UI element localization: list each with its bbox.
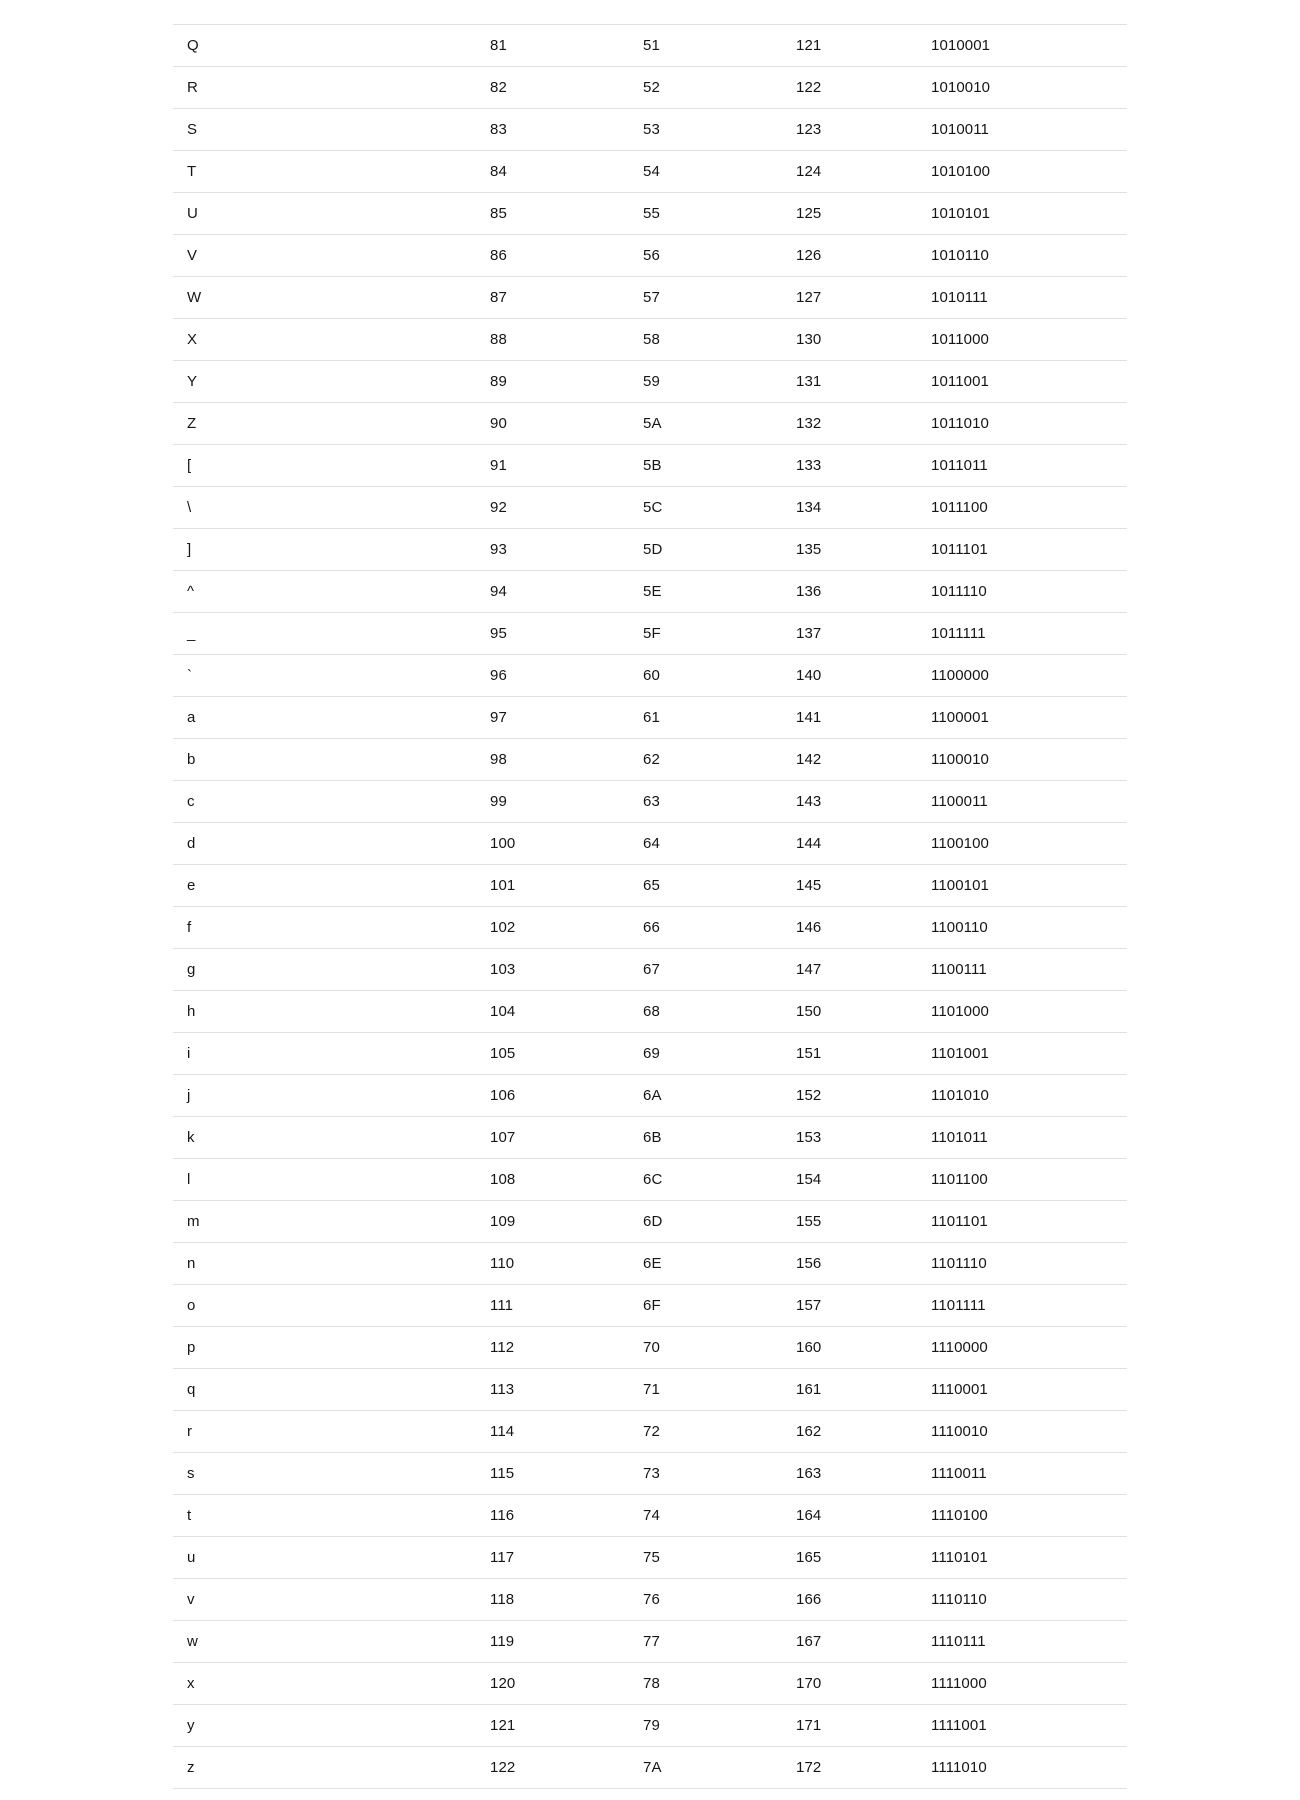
cell-octal: 141 [796, 709, 822, 726]
table-row [173, 865, 1127, 907]
cell-hexadecimal: 65 [643, 877, 660, 894]
cell-octal: 164 [796, 1507, 822, 1524]
cell-character: Y [187, 373, 198, 390]
cell-octal: 133 [796, 457, 822, 474]
cell-binary: 1100000 [931, 667, 989, 684]
cell-decimal: 110 [490, 1255, 515, 1272]
cell-octal: 154 [796, 1171, 822, 1188]
cell-hexadecimal: 60 [643, 667, 660, 684]
cell-decimal: 103 [490, 961, 516, 978]
cell-decimal: 81 [490, 37, 507, 54]
cell-hexadecimal: 6C [643, 1171, 663, 1188]
cell-hexadecimal: 6D [643, 1213, 663, 1230]
cell-character: U [187, 205, 198, 222]
cell-hexadecimal: 58 [643, 331, 660, 348]
cell-decimal: 92 [490, 499, 507, 516]
cell-binary: 1011101 [931, 541, 988, 558]
cell-binary: 1100011 [931, 793, 988, 810]
cell-binary: 1011100 [931, 499, 988, 516]
cell-hexadecimal: 56 [643, 247, 660, 264]
cell-hexadecimal: 74 [643, 1507, 660, 1524]
table-row [173, 1075, 1127, 1117]
table-row [173, 1201, 1127, 1243]
table-row [173, 1663, 1127, 1705]
cell-decimal: 115 [490, 1465, 515, 1482]
cell-binary: 1110001 [931, 1381, 988, 1398]
cell-decimal: 107 [490, 1129, 516, 1146]
cell-hexadecimal: 76 [643, 1591, 660, 1608]
cell-character: u [187, 1549, 196, 1566]
cell-hexadecimal: 52 [643, 79, 660, 96]
cell-decimal: 89 [490, 373, 507, 390]
cell-hexadecimal: 6A [643, 1087, 662, 1104]
cell-hexadecimal: 61 [643, 709, 660, 726]
cell-decimal: 108 [490, 1171, 516, 1188]
cell-binary: 1110011 [931, 1465, 987, 1482]
cell-decimal: 90 [490, 415, 507, 432]
table-row [173, 361, 1127, 403]
cell-decimal: 95 [490, 625, 507, 642]
cell-character: X [187, 331, 198, 348]
cell-octal: 132 [796, 415, 822, 432]
cell-decimal: 83 [490, 121, 507, 138]
cell-character: d [187, 835, 196, 852]
cell-character: v [187, 1591, 195, 1608]
table-row [173, 907, 1127, 949]
cell-binary: 1011010 [931, 415, 989, 432]
cell-binary: 1011111 [931, 625, 986, 642]
cell-octal: 122 [796, 79, 822, 96]
cell-character: Q [187, 37, 199, 54]
cell-hexadecimal: 68 [643, 1003, 660, 1020]
cell-binary: 1110000 [931, 1339, 988, 1356]
cell-binary: 1010001 [931, 37, 991, 54]
cell-hexadecimal: 71 [643, 1381, 660, 1398]
cell-hexadecimal: 6E [643, 1255, 662, 1272]
cell-octal: 171 [796, 1717, 822, 1734]
table-row [173, 403, 1127, 445]
cell-hexadecimal: 79 [643, 1717, 660, 1734]
table-row [173, 1285, 1127, 1327]
cell-hexadecimal: 64 [643, 835, 660, 852]
cell-binary: 1101100 [931, 1171, 988, 1188]
cell-octal: 144 [796, 835, 822, 852]
table-row [173, 319, 1127, 361]
cell-hexadecimal: 5B [643, 457, 662, 474]
cell-binary: 1110111 [931, 1633, 986, 1650]
cell-decimal: 113 [490, 1381, 515, 1398]
cell-hexadecimal: 54 [643, 163, 660, 180]
cell-decimal: 112 [490, 1339, 515, 1356]
table-row [173, 1453, 1127, 1495]
cell-hexadecimal: 73 [643, 1465, 660, 1482]
cell-octal: 146 [796, 919, 822, 936]
cell-character: ^ [187, 583, 195, 600]
cell-octal: 126 [796, 247, 822, 264]
cell-decimal: 109 [490, 1213, 516, 1230]
cell-character: j [187, 1087, 191, 1104]
table-row [173, 571, 1127, 613]
cell-hexadecimal: 5D [643, 541, 663, 558]
cell-decimal: 120 [490, 1675, 516, 1692]
cell-binary: 1010010 [931, 79, 991, 96]
cell-decimal: 114 [490, 1423, 515, 1440]
cell-binary: 1011001 [931, 373, 989, 390]
cell-character: p [187, 1339, 196, 1356]
cell-binary: 1101000 [931, 1003, 989, 1020]
table-row [173, 1705, 1127, 1747]
cell-decimal: 122 [490, 1759, 516, 1776]
cell-octal: 127 [796, 289, 822, 306]
cell-binary: 1110100 [931, 1507, 988, 1524]
cell-octal: 172 [796, 1759, 822, 1776]
cell-character: m [187, 1213, 200, 1230]
table-row [173, 823, 1127, 865]
cell-octal: 142 [796, 751, 822, 768]
table-row [173, 235, 1127, 277]
table-row [173, 109, 1127, 151]
cell-octal: 156 [796, 1255, 822, 1272]
cell-octal: 140 [796, 667, 822, 684]
cell-decimal: 94 [490, 583, 507, 600]
cell-decimal: 106 [490, 1087, 516, 1104]
table-row [173, 1495, 1127, 1537]
cell-hexadecimal: 66 [643, 919, 660, 936]
cell-hexadecimal: 7A [643, 1759, 662, 1776]
cell-binary: 1010011 [931, 121, 989, 138]
cell-character: g [187, 961, 196, 978]
table-row [173, 487, 1127, 529]
cell-hexadecimal: 63 [643, 793, 660, 810]
cell-character: T [187, 163, 197, 180]
cell-binary: 1100110 [931, 919, 988, 936]
cell-character: [ [187, 457, 192, 474]
cell-binary: 1100001 [931, 709, 989, 726]
cell-hexadecimal: 5E [643, 583, 662, 600]
cell-decimal: 99 [490, 793, 507, 810]
table-row [173, 1537, 1127, 1579]
cell-hexadecimal: 6B [643, 1129, 662, 1146]
ascii-table [173, 24, 1127, 1789]
cell-binary: 1100111 [931, 961, 987, 978]
table-row [173, 1369, 1127, 1411]
cell-decimal: 104 [490, 1003, 516, 1020]
cell-character: R [187, 79, 198, 96]
table-row [173, 193, 1127, 235]
cell-hexadecimal: 77 [643, 1633, 660, 1650]
cell-character: k [187, 1129, 195, 1146]
cell-hexadecimal: 75 [643, 1549, 660, 1566]
cell-octal: 155 [796, 1213, 822, 1230]
cell-character: e [187, 877, 196, 894]
cell-hexadecimal: 57 [643, 289, 660, 306]
cell-decimal: 84 [490, 163, 507, 180]
cell-decimal: 93 [490, 541, 507, 558]
cell-binary: 1100101 [931, 877, 989, 894]
cell-octal: 162 [796, 1423, 822, 1440]
cell-decimal: 82 [490, 79, 507, 96]
table-row [173, 1411, 1127, 1453]
table-row [173, 1747, 1127, 1789]
cell-binary: 1010100 [931, 163, 991, 180]
cell-binary: 1110110 [931, 1591, 987, 1608]
table-row [173, 1579, 1127, 1621]
cell-binary: 1011011 [931, 457, 988, 474]
cell-hexadecimal: 53 [643, 121, 660, 138]
table-row [173, 1033, 1127, 1075]
cell-character: x [187, 1675, 195, 1692]
cell-decimal: 91 [490, 457, 507, 474]
cell-character: o [187, 1297, 196, 1314]
table-row [173, 949, 1127, 991]
cell-decimal: 119 [490, 1633, 515, 1650]
cell-hexadecimal: 59 [643, 373, 660, 390]
table-row [173, 739, 1127, 781]
table-row [173, 613, 1127, 655]
cell-character: Z [187, 415, 197, 432]
cell-hexadecimal: 6F [643, 1297, 661, 1314]
table-row [173, 1621, 1127, 1663]
cell-decimal: 85 [490, 205, 507, 222]
table-row [173, 697, 1127, 739]
cell-decimal: 97 [490, 709, 507, 726]
table-row [173, 25, 1127, 67]
cell-octal: 163 [796, 1465, 822, 1482]
cell-character: s [187, 1465, 195, 1482]
cell-binary: 1110010 [931, 1423, 988, 1440]
cell-octal: 145 [796, 877, 822, 894]
table-row [173, 277, 1127, 319]
cell-octal: 152 [796, 1087, 822, 1104]
cell-character: w [187, 1633, 198, 1650]
cell-binary: 1010110 [931, 247, 989, 264]
cell-octal: 123 [796, 121, 822, 138]
cell-binary: 1110101 [931, 1549, 988, 1566]
cell-octal: 135 [796, 541, 822, 558]
cell-decimal: 98 [490, 751, 507, 768]
cell-octal: 130 [796, 331, 822, 348]
cell-character: c [187, 793, 195, 810]
cell-decimal: 86 [490, 247, 507, 264]
table-row [173, 151, 1127, 193]
cell-binary: 1100100 [931, 835, 989, 852]
cell-decimal: 111 [490, 1297, 514, 1314]
table-row [173, 1159, 1127, 1201]
cell-binary: 1011110 [931, 583, 987, 600]
cell-hexadecimal: 51 [643, 37, 660, 54]
table-row [173, 445, 1127, 487]
cell-character: t [187, 1507, 192, 1524]
cell-binary: 1111001 [931, 1717, 987, 1734]
cell-decimal: 118 [490, 1591, 515, 1608]
cell-octal: 143 [796, 793, 822, 810]
cell-binary: 1101011 [931, 1129, 988, 1146]
cell-binary: 1111000 [931, 1675, 987, 1692]
cell-binary: 1101110 [931, 1255, 987, 1272]
table-row [173, 529, 1127, 571]
cell-hexadecimal: 72 [643, 1423, 660, 1440]
cell-octal: 134 [796, 499, 822, 516]
cell-octal: 147 [796, 961, 822, 978]
cell-octal: 125 [796, 205, 822, 222]
cell-octal: 124 [796, 163, 822, 180]
cell-decimal: 117 [490, 1549, 515, 1566]
cell-hexadecimal: 62 [643, 751, 660, 768]
cell-decimal: 88 [490, 331, 507, 348]
cell-binary: 1101010 [931, 1087, 989, 1104]
cell-character: a [187, 709, 196, 726]
cell-binary: 1101101 [931, 1213, 988, 1230]
cell-octal: 160 [796, 1339, 822, 1356]
cell-character: n [187, 1255, 196, 1272]
cell-character: z [187, 1759, 195, 1776]
cell-binary: 1010101 [931, 205, 991, 222]
cell-decimal: 100 [490, 835, 516, 852]
table-row [173, 1327, 1127, 1369]
cell-octal: 136 [796, 583, 822, 600]
cell-octal: 170 [796, 1675, 822, 1692]
cell-character: ] [187, 541, 192, 558]
cell-decimal: 105 [490, 1045, 516, 1062]
cell-binary: 1101001 [931, 1045, 989, 1062]
cell-decimal: 96 [490, 667, 507, 684]
cell-octal: 151 [796, 1045, 822, 1062]
cell-decimal: 87 [490, 289, 507, 306]
cell-decimal: 121 [490, 1717, 516, 1734]
cell-octal: 153 [796, 1129, 822, 1146]
cell-character: l [187, 1171, 191, 1188]
cell-hexadecimal: 5F [643, 625, 661, 642]
cell-hexadecimal: 5C [643, 499, 663, 516]
cell-character: W [187, 289, 202, 306]
cell-octal: 165 [796, 1549, 822, 1566]
cell-character: r [187, 1423, 193, 1440]
cell-character: i [187, 1045, 191, 1062]
table-row [173, 781, 1127, 823]
cell-hexadecimal: 55 [643, 205, 660, 222]
cell-binary: 1101111 [931, 1297, 986, 1314]
cell-character: h [187, 1003, 196, 1020]
cell-hexadecimal: 69 [643, 1045, 660, 1062]
cell-binary: 1100010 [931, 751, 989, 768]
cell-octal: 131 [796, 373, 822, 390]
cell-binary: 1010111 [931, 289, 988, 306]
cell-character: _ [187, 625, 196, 642]
cell-character: \ [187, 499, 192, 516]
table-row [173, 655, 1127, 697]
cell-character: V [187, 247, 198, 264]
cell-character: y [187, 1717, 195, 1734]
cell-character: f [187, 919, 192, 936]
cell-character: ` [187, 667, 193, 684]
cell-decimal: 101 [490, 877, 516, 894]
cell-character: b [187, 751, 196, 768]
cell-decimal: 116 [490, 1507, 515, 1524]
table-row [173, 991, 1127, 1033]
cell-octal: 121 [796, 37, 822, 54]
cell-hexadecimal: 78 [643, 1675, 660, 1692]
cell-binary: 1111010 [931, 1759, 987, 1776]
cell-octal: 167 [796, 1633, 822, 1650]
cell-octal: 157 [796, 1297, 822, 1314]
cell-hexadecimal: 70 [643, 1339, 660, 1356]
cell-octal: 137 [796, 625, 822, 642]
cell-hexadecimal: 67 [643, 961, 660, 978]
cell-character: S [187, 121, 198, 138]
table-row [173, 67, 1127, 109]
cell-octal: 150 [796, 1003, 822, 1020]
table-row [173, 1117, 1127, 1159]
table-row [173, 1243, 1127, 1285]
cell-character: q [187, 1381, 196, 1398]
cell-hexadecimal: 5A [643, 415, 662, 432]
cell-octal: 166 [796, 1591, 822, 1608]
cell-decimal: 102 [490, 919, 516, 936]
cell-binary: 1011000 [931, 331, 989, 348]
cell-octal: 161 [796, 1381, 822, 1398]
